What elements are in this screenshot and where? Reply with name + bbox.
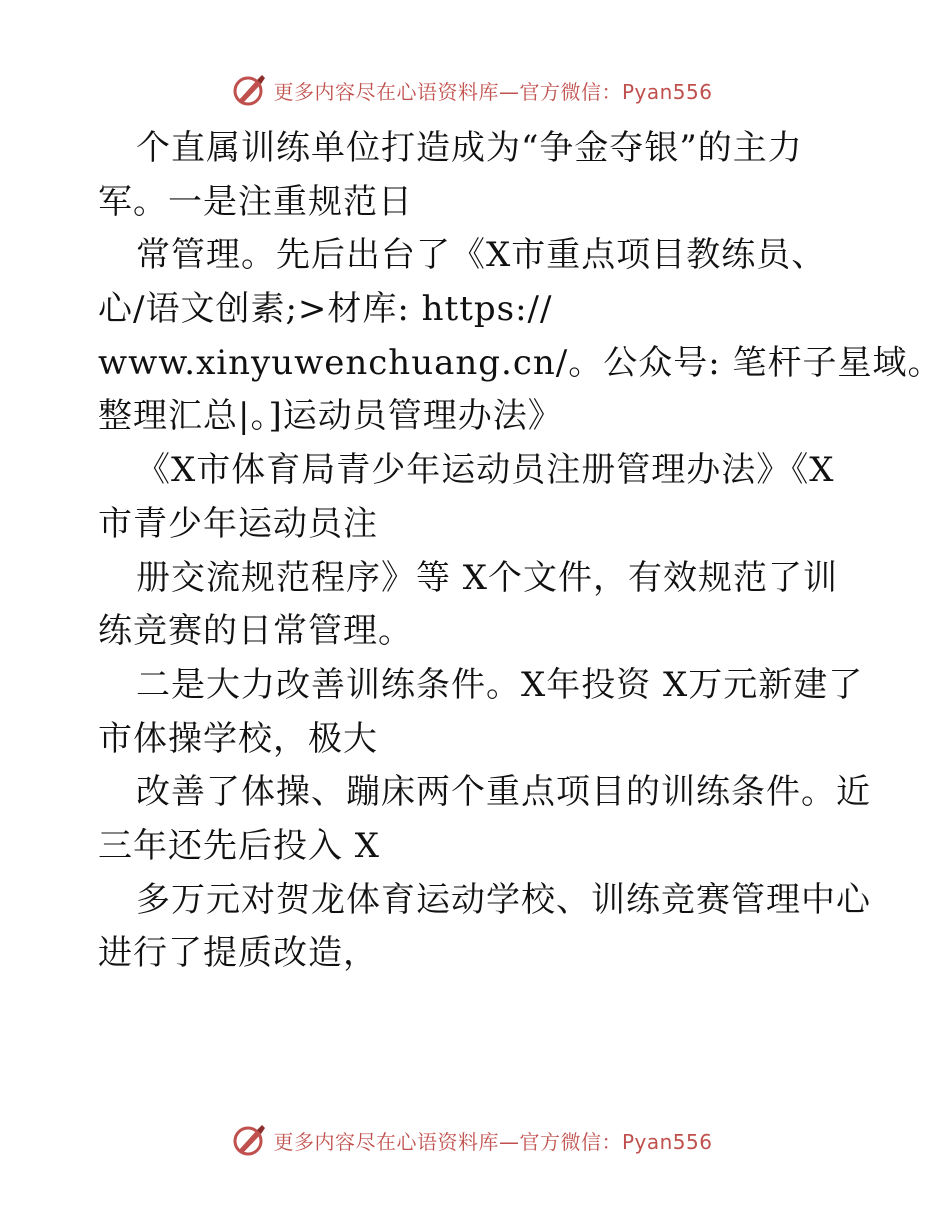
paragraph-line: 册交流规范程序》等 X个文件，有效规范了训 [136, 557, 839, 598]
paragraph-line: 多万元对贺龙体育运动学校、训练竞赛管理中心 [136, 879, 871, 920]
paragraph-line: 二是大力改善训练条件。X年投资 X万元新建了 [136, 664, 864, 705]
paragraph-line: 《X市体育局青少年运动员注册管理办法》《X [136, 450, 835, 491]
paragraph-line: 进行了提质改造， [98, 933, 378, 974]
footer-banner [0, 1118, 950, 1162]
paragraph-line: 整理汇总|。]运动员管理办法》 [98, 396, 563, 437]
header-banner [0, 68, 950, 112]
paragraph-line: 个直属训练单位打造成为“争金夺银”的主力 [136, 128, 803, 168]
paragraph-line: 市青少年运动员注 [98, 503, 378, 544]
paragraph-line: www.xinyuwenchuang.cn/。公众号: 笔杆子星域。 [98, 342, 943, 383]
paragraph-line: 军。一是注重规范日 [98, 181, 413, 222]
pen-nib-logo-icon [231, 72, 267, 108]
header-banner-inner [231, 72, 712, 108]
paragraph-line: 心/语文创素;>材库: https:// [98, 289, 553, 330]
paragraph-line: 市体操学校，极大 [98, 718, 378, 759]
header-banner-text: 更多内容尽在心语资料库—官方微信：Pyan556 [273, 79, 713, 104]
paragraph-line: 三年还先后投入 X [98, 825, 381, 866]
paragraph-line: 练竞赛的日常管理。 [98, 611, 413, 652]
document-body [98, 122, 943, 981]
footer-banner-inner [231, 1122, 712, 1158]
paragraph-line: 改善了体操、蹦床两个重点项目的训练条件。近 [136, 772, 871, 813]
paragraph-line: 常管理。先后出台了《X市重点项目教练员、 [136, 235, 827, 276]
pen-nib-logo-icon [231, 1122, 267, 1158]
footer-banner-text: 更多内容尽在心语资料库—官方微信：Pyan556 [273, 1129, 713, 1154]
